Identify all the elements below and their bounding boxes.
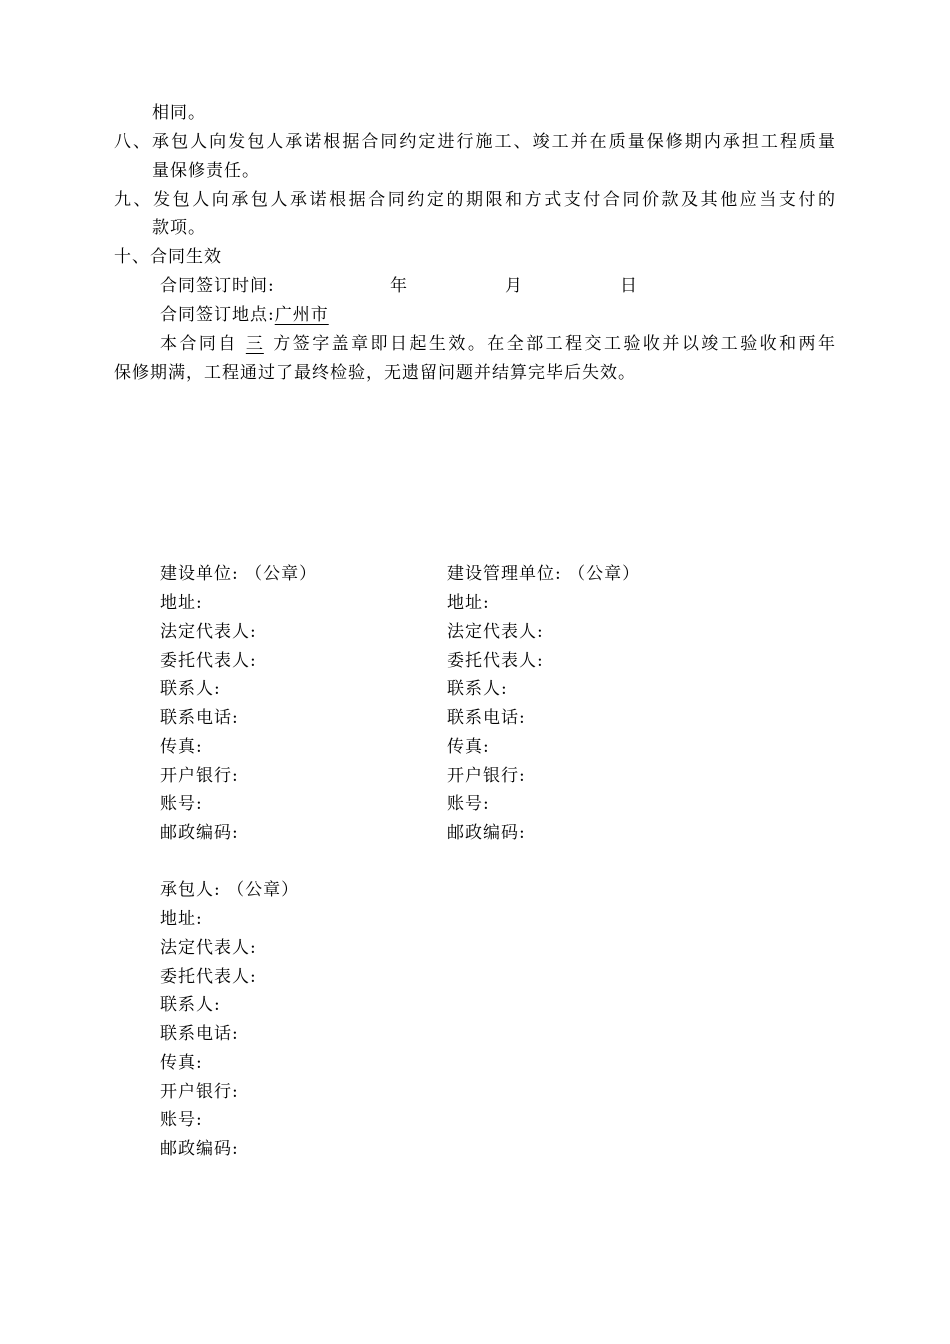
party-owner-bank: 开户银行: [160, 766, 239, 786]
party-manager-postcode: 邮政编码: [447, 823, 526, 843]
party-contractor-title: 承包人: （公章） [160, 880, 300, 900]
party-contractor-fax: 传真: [160, 1053, 203, 1073]
party-owner-title: 建设单位: （公章） [160, 564, 318, 584]
party-owner-postcode: 邮政编码: [160, 823, 239, 843]
clause-8-line-1: 八、承包人向发包人承诺根据合同约定进行施工、竣工并在质量保修期内承担工程质量 [114, 132, 836, 152]
effective-prefix: 本合同自 [160, 334, 238, 354]
party-owner-phone: 联系电话: [160, 708, 239, 728]
clause-7-continuation: 相同。 [152, 103, 206, 123]
party-owner-authorized-rep: 委托代表人: [160, 651, 257, 671]
party-manager-contact: 联系人: [447, 679, 508, 699]
signing-year-label: 年 [390, 276, 408, 296]
party-manager-authorized-rep: 委托代表人: [447, 651, 544, 671]
party-contractor-account: 账号: [160, 1110, 203, 1130]
signing-place-row [160, 304, 329, 326]
party-manager-fax: 传真: [447, 737, 490, 757]
effective-clause-line-1 [160, 333, 836, 355]
party-manager-account: 账号: [447, 794, 490, 814]
party-owner-address: 地址: [160, 593, 203, 613]
clause-9-line-1: 九、发包人向承包人承诺根据合同约定的期限和方式支付合同价款及其他应当支付的 [114, 190, 836, 210]
parties-count: 三 [245, 334, 264, 354]
party-contractor-bank: 开户银行: [160, 1082, 239, 1102]
party-contractor-authorized-rep: 委托代表人: [160, 967, 257, 987]
party-owner-contact: 联系人: [160, 679, 221, 699]
party-manager-address: 地址: [447, 593, 490, 613]
party-owner-account: 账号: [160, 794, 203, 814]
party-contractor-postcode: 邮政编码: [160, 1139, 239, 1159]
signing-time-label: 合同签订时间: [160, 276, 275, 296]
clause-8-line-2: 量保修责任。 [152, 161, 260, 181]
party-contractor-legal-rep: 法定代表人: [160, 938, 257, 958]
party-manager-legal-rep: 法定代表人: [447, 622, 544, 642]
signing-month-label: 月 [505, 276, 523, 296]
party-owner-legal-rep: 法定代表人: [160, 622, 257, 642]
clause-9-line-2: 款项。 [152, 218, 206, 238]
effective-clause-line-2: 保修期满，工程通过了最终检验，无遗留问题并结算完毕后失效。 [114, 363, 636, 383]
party-contractor-phone: 联系电话: [160, 1024, 239, 1044]
party-manager-phone: 联系电话: [447, 708, 526, 728]
signing-place-value: 广州市 [274, 305, 329, 325]
party-contractor-address: 地址: [160, 909, 203, 929]
party-contractor-contact: 联系人: [160, 995, 221, 1015]
clause-10-title: 十、合同生效 [114, 247, 222, 267]
signing-place-label: 合同签订地点: [160, 305, 275, 325]
party-owner-fax: 传真: [160, 737, 203, 757]
party-manager-title: 建设管理单位: （公章） [447, 564, 641, 584]
signing-day-label: 日 [620, 276, 638, 296]
party-manager-bank: 开户银行: [447, 766, 526, 786]
effective-rest: 方签字盖章即日起生效。在全部工程交工验收并以竣工验收和两年 [271, 334, 837, 354]
